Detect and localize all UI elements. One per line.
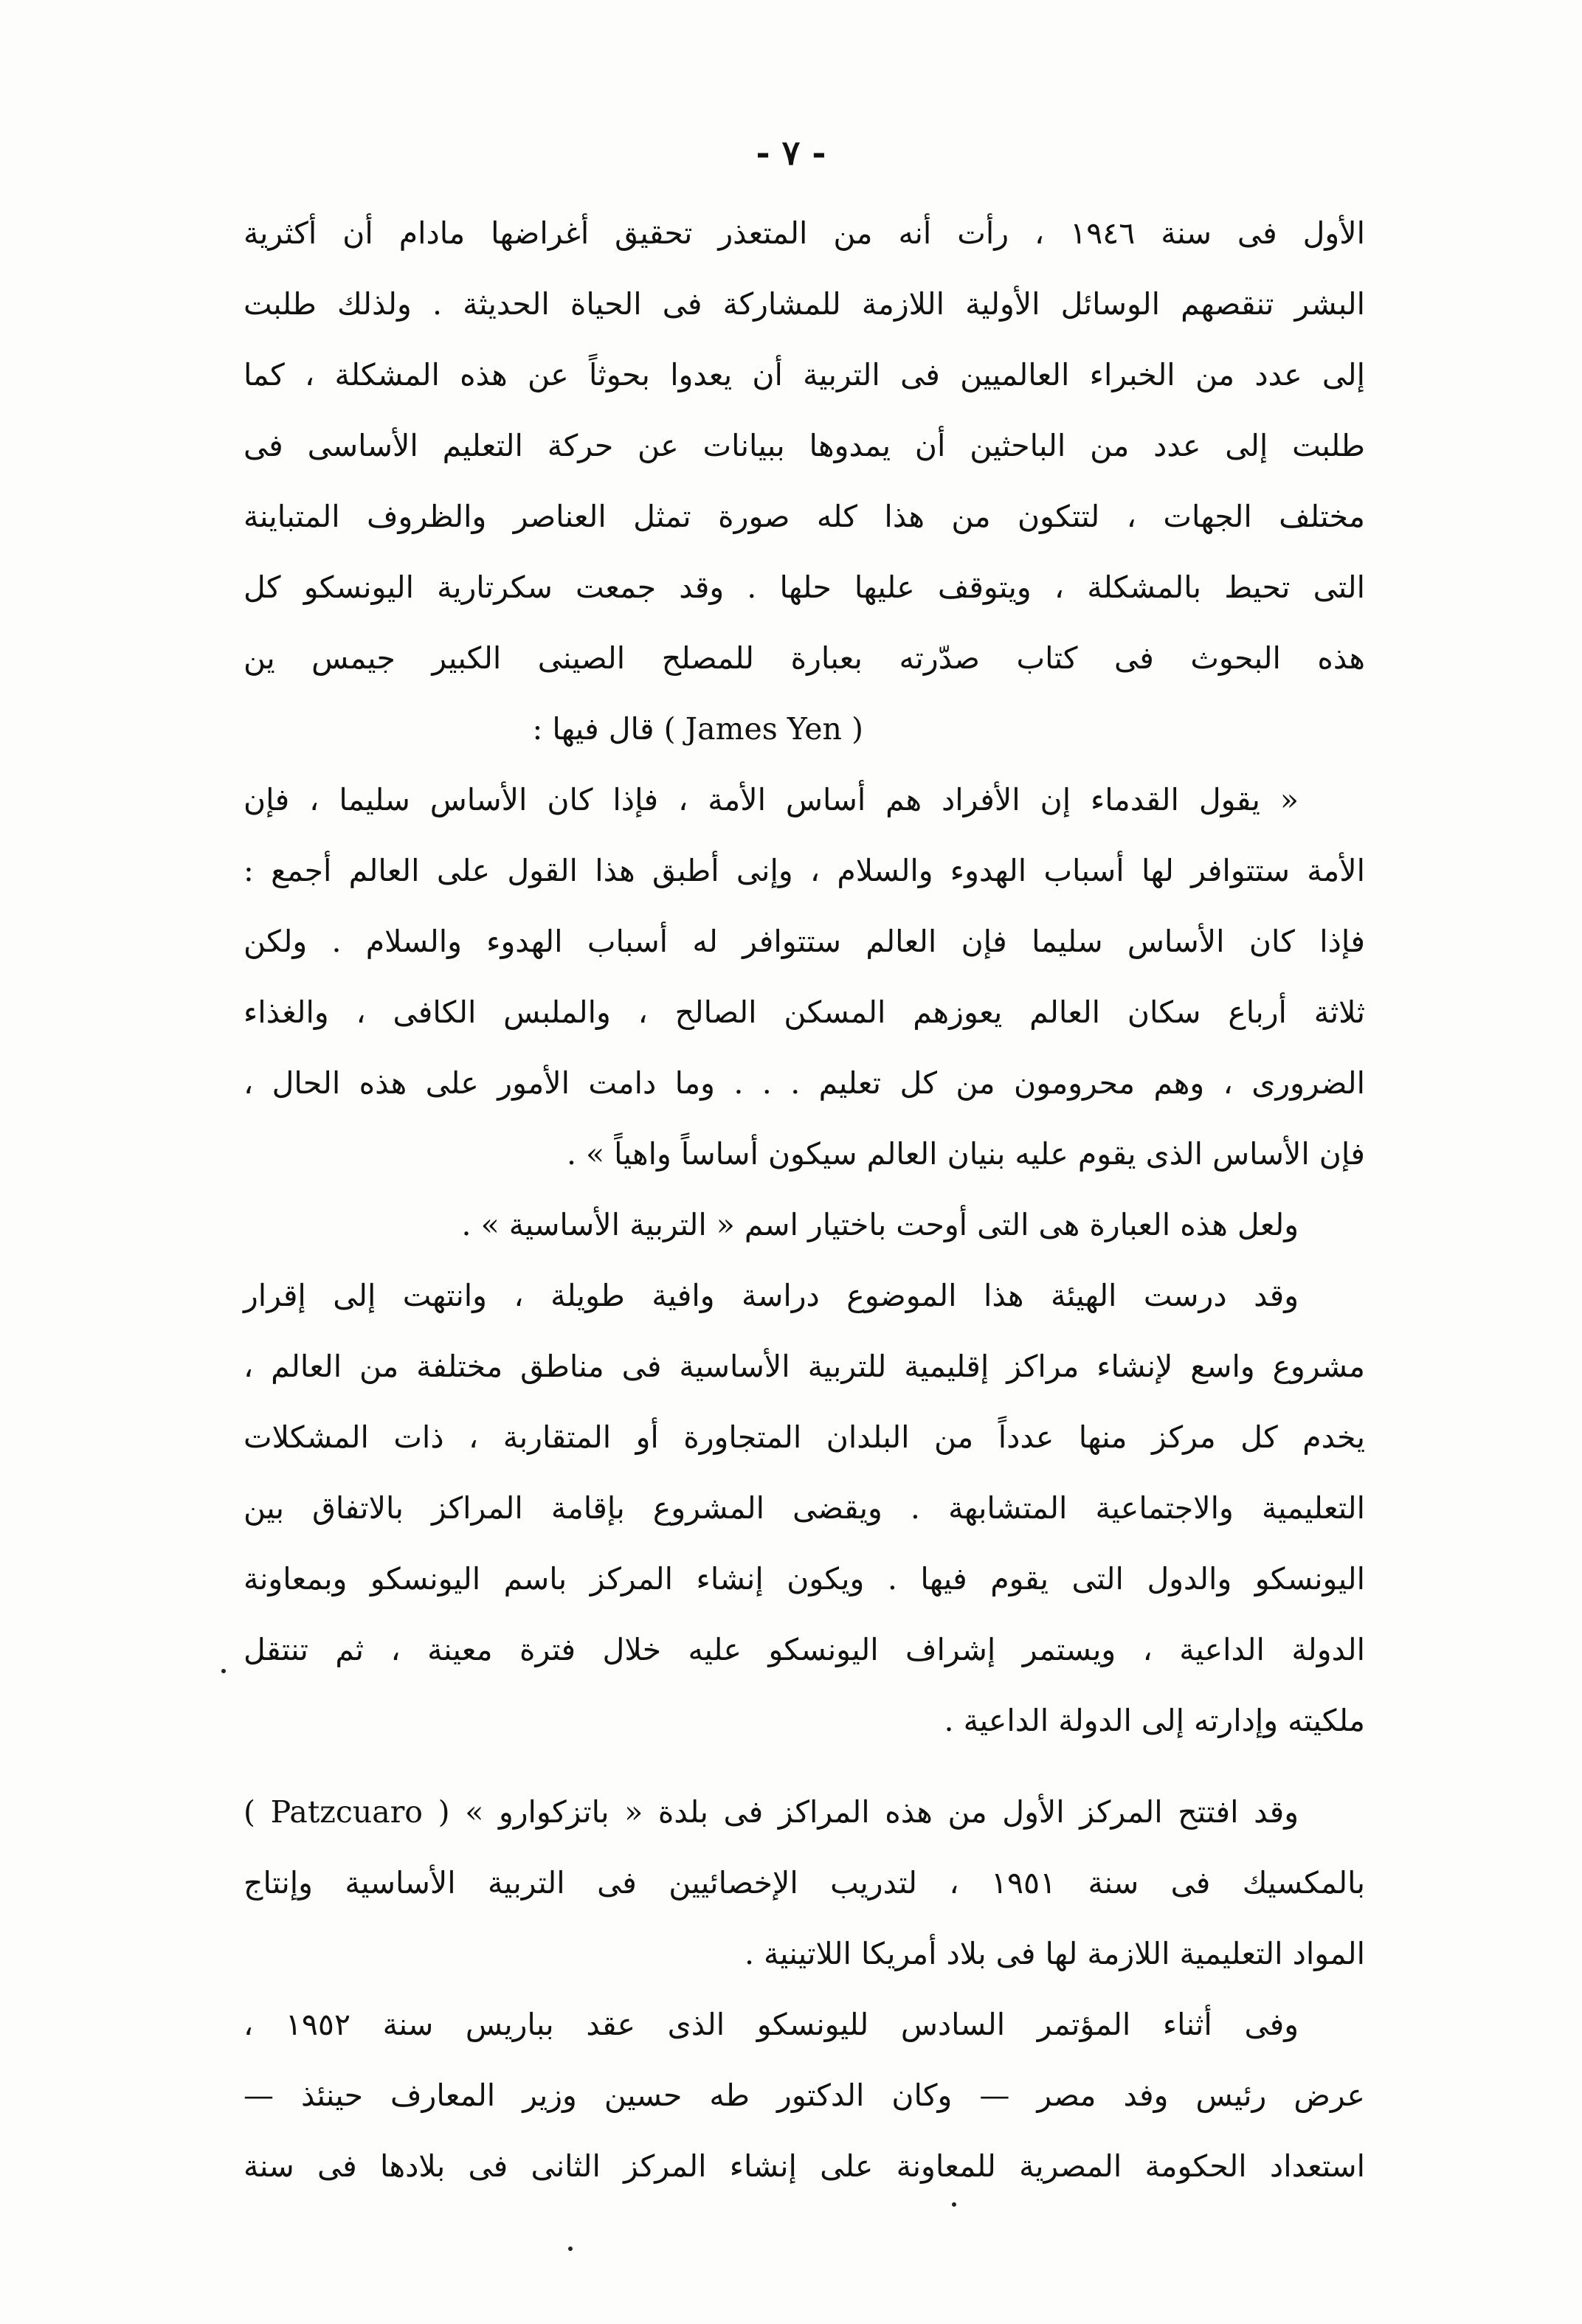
text-line: وقد درست الهيئة هذا الموضوع دراسة وافية طويلة ، وانتهت إلى إقرار <box>243 1278 1299 1313</box>
scan-speck <box>221 1669 226 1673</box>
quote-paragraph <box>243 764 1365 1189</box>
text-line: المواد التعليمية اللازمة لها فى بلاد أمريكا اللاتينية . <box>744 1936 1365 1971</box>
text-line: ثلاثة أرباع سكان العالم يعوزهم المسكن الصالح ، والملبس الكافى ، والغذاء <box>243 995 1365 1030</box>
page-number: - ٧ - <box>756 133 826 173</box>
text-line: مشروع واسع لإنشاء مراكز إقليمية للتربية الأساسية فى مناطق مختلفة من العالم ، <box>243 1349 1365 1384</box>
text-line: عرض رئيس وفد مصر — وكان الدكتور طه حسين وزير المعارف حينئذ — <box>243 2078 1365 2113</box>
body-text <box>243 198 1365 2202</box>
text-line: طلبت إلى عدد من الباحثين أن يمدوها ببيانات عن حركة التعليم الأساسى فى <box>243 428 1365 463</box>
text-line: ولعل هذه العبارة هى التى أوحت باختيار اسم « التربية الأساسية » . <box>461 1207 1299 1242</box>
text-line: إلى عدد من الخبراء العالميين فى التربية أن يعدوا بحوثاً عن هذه المشكلة ، كما <box>243 357 1365 392</box>
text-line: وفى أثناء المؤتمر السادس لليونسكو الذى عقد بباريس سنة ١٩٥٢ ، <box>243 2007 1299 2042</box>
text-line: مختلف الجهات ، لتتكون من هذا كله صورة تمثل العناصر والظروف المتباينة <box>243 499 1365 534</box>
text-line: وقد افتتح المركز الأول من هذه المراكز فى بلدة « باتزكوارو » ( Patzcuaro ) <box>243 1794 1299 1830</box>
paragraph <box>243 1260 1365 1756</box>
text-line: التى تحيط بالمشكلة ، ويتوقف عليها حلها . وقد جمعت سكرتارية اليونسكو كل <box>243 570 1365 605</box>
text-line: التعليمية والاجتماعية المتشابهة . ويقضى المشروع بإقامة المراكز بالاتفاق بين <box>243 1490 1365 1526</box>
text-line: فإذا كان الأساس سليما فإن العالم ستتوافر له أسباب الهدوء والسلام . ولكن <box>243 924 1365 959</box>
text-line: الضرورى ، وهم محرومون من كل تعليم . . . وما دامت الأمور على هذه الحال ، <box>243 1065 1365 1101</box>
paragraph <box>243 198 1365 764</box>
text-line: فإن الأساس الذى يقوم عليه بنيان العالم سيكون أساساً واهياً » . <box>566 1136 1365 1172</box>
scan-speck <box>952 2202 956 2207</box>
text-line: ملكيته وإدارته إلى الدولة الداعية . <box>944 1703 1365 1738</box>
text-line: الأول فى سنة ١٩٤٦ ، رأت أنه من المتعذر تحقيق أغراضها مادام أن أكثرية <box>243 215 1365 251</box>
text-line: اليونسكو والدول التى يقوم فيها . ويكون إنشاء المركز باسم اليونسكو وبمعاونة <box>243 1561 1365 1597</box>
text-line: الدولة الداعية ، ويستمر إشراف اليونسكو عليه خلال فترة معينة ، ثم تنتقل <box>243 1632 1365 1667</box>
text-line: هذه البحوث فى كتاب صدّرته بعبارة للمصلح الصينى الكبير جيمس ين <box>243 640 1365 676</box>
text-line: يخدم كل مركز منها عدداً من البلدان المتجاورة أو المتقاربة ، ذات المشكلات <box>243 1419 1365 1455</box>
text-line: ( James Yen ) قال فيها : <box>532 711 863 747</box>
text-line: بالمكسيك فى سنة ١٩٥١ ، لتدريب الإخصائيين فى التربية الأساسية وإنتاج <box>243 1865 1365 1901</box>
paragraph <box>243 1777 1365 1989</box>
paragraph <box>243 1189 1365 1260</box>
scan-speck <box>568 2247 573 2251</box>
text-line: الأمة ستتوافر لها أسباب الهدوء والسلام ، وإنى أطبق هذا القول على العالم أجمع : <box>243 853 1365 888</box>
text-line: « يقول القدماء إن الأفراد هم أساس الأمة ، فإذا كان الأساس سليما ، فإن <box>243 782 1299 817</box>
text-line: البشر تنقصهم الوسائل الأولية اللازمة للمشاركة فى الحياة الحديثة . ولذلك طلبت <box>243 286 1365 322</box>
paragraph <box>243 1989 1365 2202</box>
paragraph-gap <box>243 1756 1365 1777</box>
text-line: استعداد الحكومة المصرية للمعاونة على إنشاء المركز الثانى فى بلادها فى سنة <box>243 2148 1365 2184</box>
